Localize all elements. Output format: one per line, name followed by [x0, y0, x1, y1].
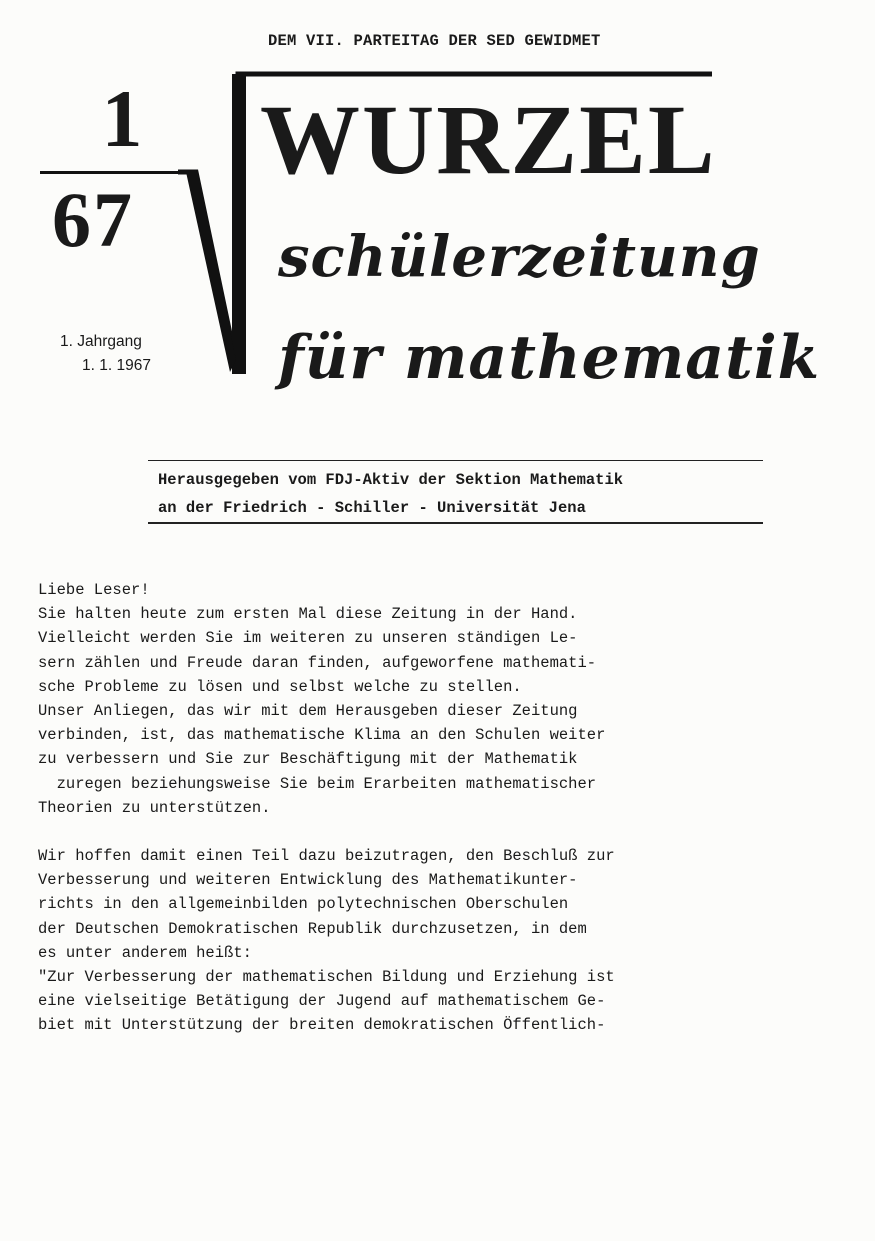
issue-date: 1. 1. 1967	[82, 357, 151, 374]
letter-body	[38, 578, 738, 1038]
text-line: es unter anderem heißt:	[38, 943, 252, 962]
text-line: Sie halten heute zum ersten Mal diese Zeitung in der Hand.	[38, 605, 578, 624]
text-line: biet mit Unterstützung der breiten demokratischen Öffentlich-	[38, 1016, 606, 1035]
text-line: sche Probleme zu lösen und selbst welche zu stellen.	[38, 677, 522, 696]
radical-vertical-bar	[232, 74, 246, 374]
text-line: Verbesserung und weiteren Entwicklung des Mathematikunter-	[38, 871, 578, 890]
publisher-block	[158, 466, 718, 522]
text-line: zu verbessern und Sie zur Beschäftigung mit der Mathematik	[38, 750, 578, 769]
text-line: Unser Anliegen, das wir mit dem Herausgeben dieser Zeitung	[38, 702, 578, 721]
paragraph-2	[38, 844, 738, 1038]
fraction-bar	[40, 171, 178, 174]
text-line: sern zählen und Freude daran finden, aufgeworfene mathemati-	[38, 653, 597, 672]
text-line: eine vielseitige Betätigung der Jugend auf mathematischem Ge-	[38, 992, 606, 1011]
masthead-subtitle-line2: für mathematik	[278, 323, 821, 393]
text-line: Liebe Leser!	[38, 581, 150, 599]
masthead-subtitle-line1: schülerzeitung	[278, 224, 761, 290]
text-line: zuregen beziehungsweise Sie beim Erarbeiten mathematischer	[38, 774, 597, 793]
text-line: verbinden, ist, das mathematische Klima an den Schulen weiter	[38, 726, 606, 745]
masthead-title: WURZEL	[260, 84, 717, 195]
radical-diagonal	[186, 172, 236, 372]
paragraph-gap	[38, 820, 738, 844]
text-line: der Deutschen Demokratischen Republik durchzusetzen, in dem	[38, 919, 587, 938]
issue-info	[60, 330, 190, 378]
dedication-line: DEM VII. PARTEITAG DER SED GEWIDMET	[268, 32, 601, 50]
text-line: Vielleicht werden Sie im weiteren zu unseren ständigen Le-	[38, 629, 578, 648]
text-line: richts in den allgemeinbilden polytechnischen Oberschulen	[38, 895, 569, 914]
issue-number: 1	[101, 73, 143, 164]
publisher-rule-bottom	[148, 522, 763, 524]
publisher-line1: Herausgegeben vom FDJ-Aktiv der Sektion Mathematik	[158, 471, 624, 489]
text-line: Wir hoffen damit einen Teil dazu beizutragen, den Beschluß zur	[38, 847, 615, 866]
text-line: Theorien zu unterstützen.	[38, 798, 271, 817]
text-line: "Zur Verbesserung der mathematischen Bildung und Erziehung ist	[38, 968, 615, 987]
publisher-rule-top	[148, 460, 763, 461]
issue-year: 67	[52, 176, 134, 263]
volume-label: 1. Jahrgang	[60, 333, 142, 350]
paragraph-1	[38, 578, 738, 820]
publisher-line2: an der Friedrich - Schiller - Universität Jena	[158, 499, 586, 517]
